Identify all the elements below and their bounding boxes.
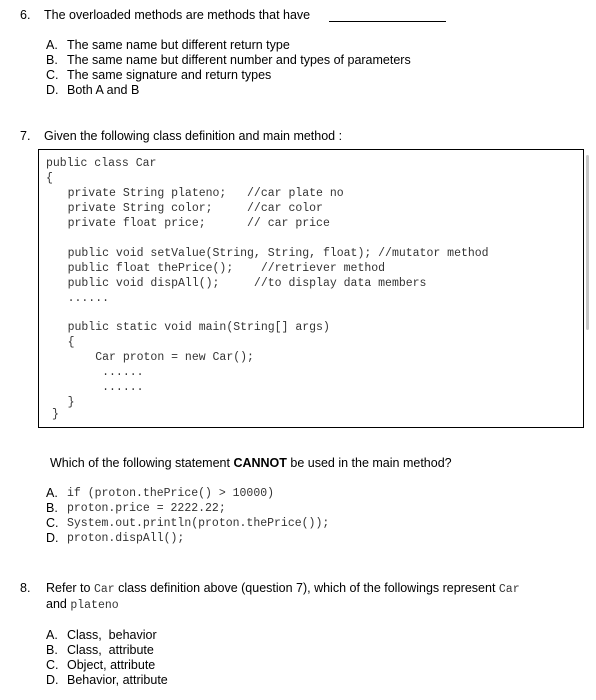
q7-option-d-letter: D. <box>46 531 59 545</box>
code-line-4: private String color; //car color <box>40 202 323 215</box>
q8-code-1: Car <box>93 583 115 596</box>
code-line-7: public void setValue(String, String, float); //mutator method <box>40 247 489 260</box>
q8-question-line-1 <box>46 581 520 596</box>
q7-sub-question-bold: CANNOT <box>233 456 287 470</box>
code-line-12: public static void main(String[] args) <box>40 321 330 334</box>
code-line-16: ...... <box>40 381 144 394</box>
q7-option-b-text: proton.price = 2222.22; <box>67 502 226 515</box>
q6-number: 6. <box>20 8 31 22</box>
q6-option-d-text: Both A and B <box>67 83 140 97</box>
q7-question: Given the following class definition and main method : <box>44 129 343 143</box>
scrollbar-hint <box>586 155 589 330</box>
q6-answer-blank <box>329 21 446 22</box>
code-line-1: public class Car <box>46 157 157 170</box>
q7-option-d-text: proton.dispAll(); <box>67 532 185 545</box>
q8-option-c-text: Object, attribute <box>67 658 156 672</box>
q6-option-b-letter: B. <box>46 53 58 67</box>
q8-option-a-letter: A. <box>46 628 58 642</box>
code-line-3: private String plateno; //car plate no <box>40 187 344 200</box>
q7-option-a-letter: A. <box>46 486 58 500</box>
q6-option-a-letter: A. <box>46 38 58 52</box>
q8-option-b-text: Class, attribute <box>67 643 154 657</box>
code-line-10: ...... <box>40 292 110 305</box>
q8-code-3: plateno <box>70 599 119 612</box>
q7-sub-question-pre: Which of the following statement <box>50 456 234 470</box>
q7-option-b-letter: B. <box>46 501 58 515</box>
q6-option-a-text: The same name but different return type <box>67 38 290 52</box>
q8-option-a-text: Class, behavior <box>67 628 157 642</box>
q7-sub-question <box>50 456 452 470</box>
q8-part-1: Refer to <box>46 581 94 595</box>
code-line-13: { <box>40 336 75 349</box>
q6-option-c-letter: C. <box>46 68 59 82</box>
q7-sub-question-post: be used in the main method? <box>286 456 452 470</box>
q8-part-2: class definition above (question 7), which of the followings represent <box>114 581 499 595</box>
code-line-14: Car proton = new Car(); <box>40 351 254 364</box>
q7-option-c-letter: C. <box>46 516 59 530</box>
code-line-17: } <box>40 396 75 409</box>
q6-option-c-text: The same signature and return types <box>67 68 272 82</box>
q8-code-2: Car <box>498 583 520 596</box>
q7-number: 7. <box>20 129 31 143</box>
q8-option-d-letter: D. <box>46 673 59 687</box>
q6-question: The overloaded methods are methods that have <box>44 8 311 22</box>
code-line-15: ...... <box>40 366 144 379</box>
code-line-9: public void dispAll(); //to display data members <box>40 277 427 290</box>
q8-number: 8. <box>20 581 31 595</box>
code-line-8: public float thePrice(); //retriever method <box>40 262 386 275</box>
q6-option-d-letter: D. <box>46 83 59 97</box>
code-line-5: private float price; // car price <box>40 217 330 230</box>
q8-option-c-letter: C. <box>46 658 59 672</box>
q8-part-3: and <box>46 597 71 611</box>
code-line-18: } <box>52 408 59 421</box>
q7-option-c-text: System.out.println(proton.thePrice()); <box>67 517 330 530</box>
q8-option-b-letter: B. <box>46 643 58 657</box>
q6-option-b-text: The same name but different number and types of parameters <box>67 53 411 67</box>
q8-question-line-2 <box>46 597 119 612</box>
code-line-2: { <box>46 172 53 185</box>
q8-option-d-text: Behavior, attribute <box>67 673 168 687</box>
q7-option-a-text: if (proton.thePrice() > 10000) <box>67 487 275 500</box>
